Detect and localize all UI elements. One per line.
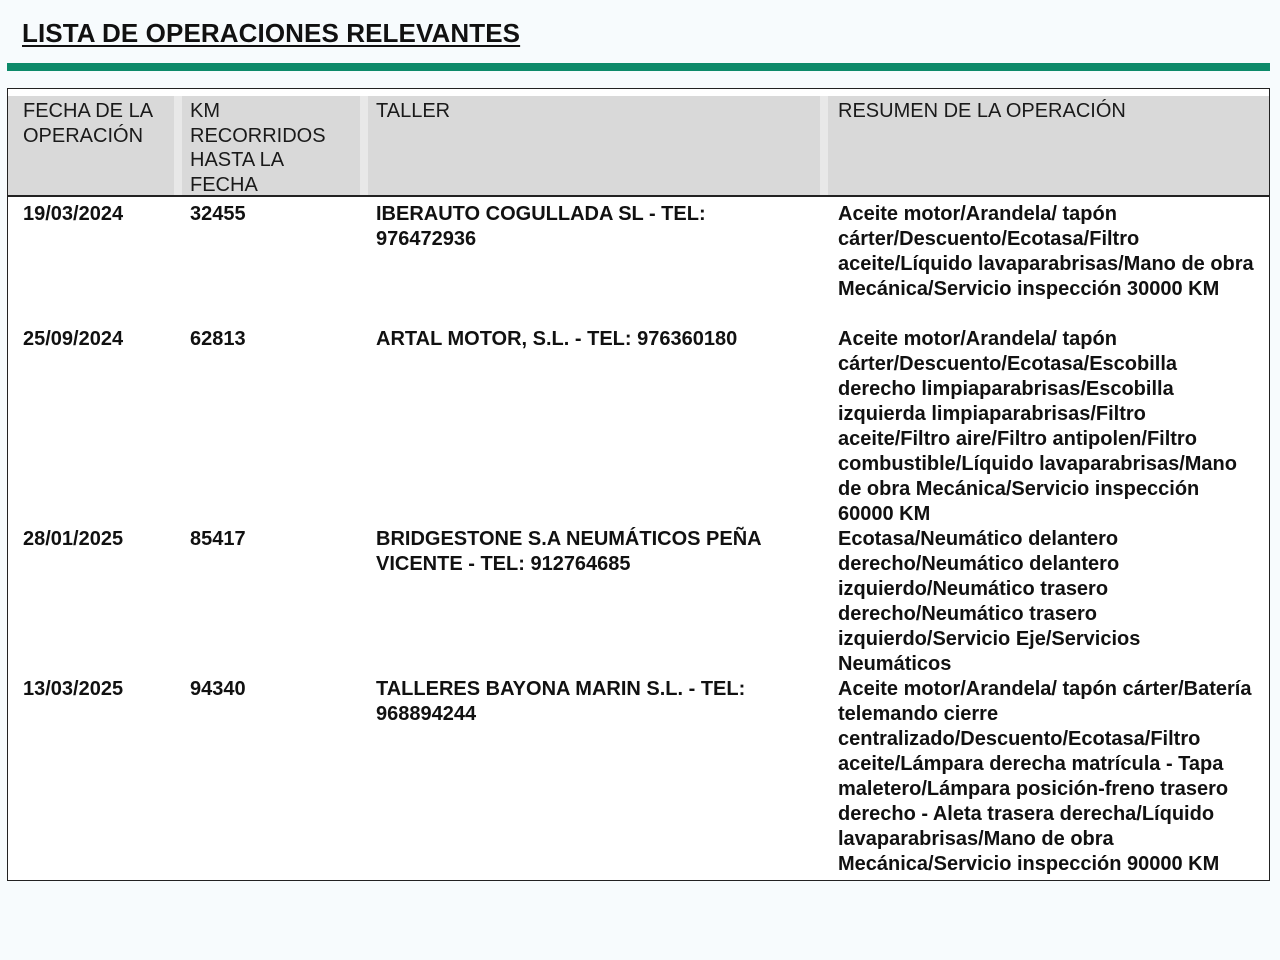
row-1-km: 32455 <box>190 203 246 225</box>
green-divider <box>7 63 1270 71</box>
row-1-resumen: Aceite motor/Arandela/ tapón cárter/Descuento/Ecotasa/Filtro aceite/Líquido lavaparabrisas/Mano de obra Mecánica/Servicio inspección 30000 KM <box>838 203 1254 300</box>
row-4-km: 94340 <box>190 678 246 700</box>
row-2-fecha: 25/09/2024 <box>23 328 124 350</box>
row-2-taller: ARTAL MOTOR, S.L. - TEL: 976360180 <box>376 328 738 350</box>
row-4-taller: TALLERES BAYONA MARIN S.L. - TEL: 968894244 <box>376 678 746 725</box>
row-4-fecha: 13/03/2025 <box>23 678 124 700</box>
column-separator <box>360 96 368 195</box>
header-taller: TALLER <box>376 100 451 122</box>
row-3-resumen: Ecotasa/Neumático delantero derecho/Neumático delantero izquierdo/Neumático trasero derecho/Neumático trasero izquierdo/Servicio Eje/Servicios Neumáticos <box>838 528 1141 675</box>
operations-table <box>7 88 1270 881</box>
header-fecha: FECHA DE LA OPERACIÓN <box>23 100 152 147</box>
row-3-km: 85417 <box>190 528 246 550</box>
row-3-taller: BRIDGESTONE S.A NEUMÁTICOS PEÑA VICENTE - TEL: 912764685 <box>376 528 761 575</box>
row-2-km: 62813 <box>190 328 246 350</box>
row-2-resumen: Aceite motor/Arandela/ tapón cárter/Descuento/Ecotasa/Escobilla derecho limpiaparabrisas/Escobilla izquierda limpiaparabrisas/Filtro aceite/Filtro aire/Filtro antipolen/Filtro combustible/Líquido lavaparabrisas/Mano de obra Mecánica/Servicio inspección 60000 KM <box>838 328 1237 525</box>
header-resumen: RESUMEN DE LA OPERACIÓN <box>838 100 1126 122</box>
table-header-row <box>8 96 1269 197</box>
row-1-taller: IBERAUTO COGULLADA SL - TEL: 976472936 <box>376 203 706 250</box>
column-separator <box>820 96 828 195</box>
row-1-fecha: 19/03/2024 <box>23 203 124 225</box>
row-3-fecha: 28/01/2025 <box>23 528 124 550</box>
column-separator <box>174 96 182 195</box>
header-km: KM RECORRIDOS HASTA LA FECHA <box>190 100 326 196</box>
page-title: LISTA DE OPERACIONES RELEVANTES <box>22 18 521 48</box>
row-4-resumen: Aceite motor/Arandela/ tapón cárter/Batería telemando cierre centralizado/Descuento/Ecotasa/Filtro aceite/Lámpara derecha matrícula - Tapa maletero/Lámpara posición-freno trasero derecho - Aleta trasera derecha/Líquido lavaparabrisas/Mano de obra Mecánica/Servicio inspección 90000 KM <box>838 678 1252 875</box>
